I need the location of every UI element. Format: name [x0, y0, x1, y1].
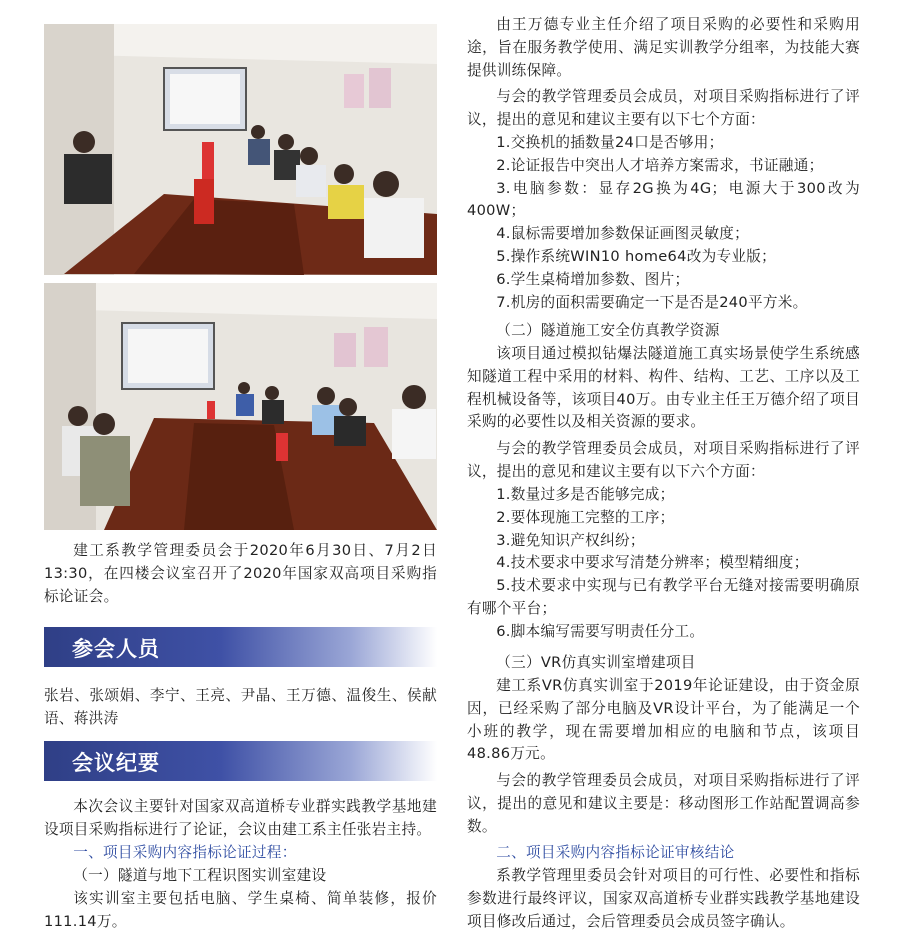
list-1 [467, 132, 860, 314]
list-item: 2.要体现施工完整的工序； [496, 508, 675, 526]
list-item: 4.技术要求中要求写清楚分辨率；模型精细度； [496, 554, 809, 572]
meeting-photo-1 [44, 24, 437, 275]
right-p2: 与会的教学管理委员会成员，对项目采购指标进行了评议，提出的意见和建议主要有以下七个方面： [467, 88, 860, 128]
section-1-heading: 一、项目采购内容指标论证过程： [73, 844, 297, 861]
right-p3: 与会的教学管理委员会成员，对项目采购指标进行了评议，提出的意见和建议主要有以下六个方面： [467, 440, 860, 480]
list-item: 6.学生桌椅增加参数、图片； [496, 270, 690, 288]
meeting-caption: 建工系教学管理委员会于2020年6月30日、7月2日13:30，在四楼会议室召开了2020年国家双高项目采购指标论证会。 [44, 542, 437, 605]
list-item: 6.脚本编写需要写明责任分工。 [496, 622, 705, 640]
list-item: 7.机房的面积需要确定一下是否是240平方米。 [496, 293, 808, 311]
list-item: 1.交换机的插数量24口是否够用； [496, 134, 724, 151]
conclusion: 系教学管理里委员会针对项目的可行性、必要性和指标参数进行最终评议，国家双高道桥专业群实践教学基地建设项目修改后通过，会后管理委员会成员签字确认。 [467, 867, 860, 930]
minutes-heading: 会议纪要 [72, 751, 160, 775]
list-item: 5.技术要求中实现与已有教学平台无缝对接需要明确原有哪个平台； [467, 577, 860, 617]
attendees-list: 张岩、张颂娟、李宁、王亮、尹晶、王万德、温俊生、侯献语、蒋洪涛 [44, 687, 437, 727]
list-item: 2.论证报告中突出人才培养方案需求，书证融通； [496, 156, 824, 174]
section-2-heading: 二、项目采购内容指标论证审核结论 [496, 844, 735, 861]
item-3-title: （三）VR仿真实训室增建项目 [496, 654, 696, 671]
list-item: 3.电脑参数：显存2G换为4G；电源大于300改为400W； [467, 179, 860, 220]
list-item: 4.鼠标需要增加参数保证画图灵敏度； [496, 225, 750, 243]
list-item: 1.数量过多是否能够完成； [496, 486, 675, 503]
list-item: 5.操作系统WIN10 home64改为专业版； [496, 247, 777, 265]
item-3-desc: 建工系VR仿真实训室于2019年论证建设，由于资金原因，已经采购了部分电脑及VR设计平台，为了能满足一个小班的教学，现在需要增加相应的电脑和节点，该项目48.86万元。 [467, 677, 860, 763]
minutes-intro: 本次会议主要针对国家双高道桥专业群实践教学基地建设项目采购指标进行了论证，会议由建工系主任张岩主持。 [44, 798, 437, 838]
right-p1: 由王万德专业主任介绍了项目采购的必要性和采购用途，旨在服务教学使用、满足实训教学分组率，为技能大赛提供训练保障。 [467, 16, 860, 79]
list-item: 3.避免知识产权纠纷； [496, 531, 645, 549]
attendees-banner [44, 627, 437, 667]
item-2-desc: 该项目通过模拟钻爆法隧道施工真实场景使学生系统感知隧道工程中采用的材料、构件、结构、工艺、工序以及工程机械设备等，该项目40万。由专业主任王万德介绍了项目采购的必要性以及相关资源的要求。 [467, 345, 860, 431]
item-2-title: （二）隧道施工安全仿真教学资源 [496, 322, 720, 339]
minutes-banner [44, 741, 437, 781]
list-2 [467, 484, 860, 644]
attendees-heading: 参会人员 [72, 637, 160, 661]
item-1-desc: 该实训室主要包括电脑、学生桌椅、简单装修，报价111.14万。 [44, 890, 437, 930]
meeting-photo-2 [44, 283, 437, 530]
item-1-title: （一）隧道与地下工程识图实训室建设 [73, 867, 327, 884]
right-p4: 与会的教学管理委员会成员，对项目采购指标进行了评议，提出的意见和建议主要是：移动图形工作站配置调高参数。 [467, 772, 860, 835]
